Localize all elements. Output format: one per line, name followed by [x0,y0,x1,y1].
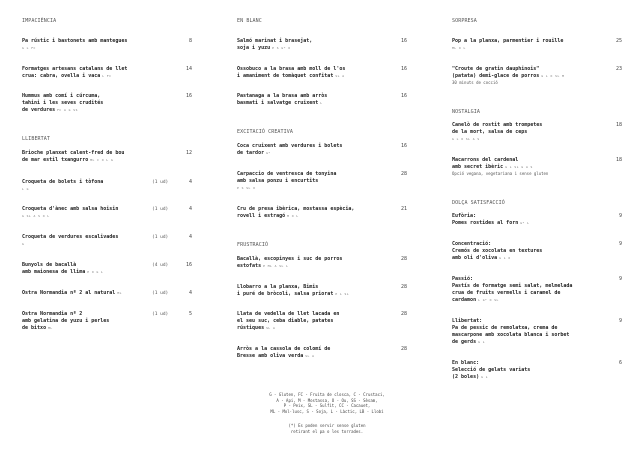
section-impaciencia: IMPACIÈNCIA [22,18,57,24]
item-title: Pastanaga a la brasa amb arròs basmati i salvatge cruixent [237,93,328,106]
item-title: Passió: Pastís de formatge semi salat, melmelada crua de fruits vermells i caramel de cardamon [452,276,573,303]
price: 28 [400,256,407,262]
section-sorpresa: SORPRESA [452,18,477,24]
menu-item [237,206,407,220]
item-title: Bacallà, escopinyes i suc de porros estofats [237,256,343,269]
item-title: Ostra Normandia nº 2 al natural [22,290,116,296]
menu-item [237,38,407,52]
allergens: SL A [305,354,315,358]
section-dolca-satisfaccio: DOLÇA SATISFACCIÓ [452,200,505,206]
allergens: G L FC [22,46,36,50]
allergens: G SL A S O L [22,214,50,218]
item-note: 30 minuts de cocció [452,80,498,85]
price: 23 [615,66,622,72]
price: 8 [188,38,192,44]
price: 9 [618,318,622,324]
menu-item [452,157,622,177]
item-title: Salmó marinat i brasejat, soja i yuzu [237,38,313,51]
menu-item [22,206,192,219]
allergens: G L SL G A S [505,165,533,169]
allergens: G L O [499,256,511,260]
menu-item [22,179,192,192]
item-note: Opció vegana, vegetariana i sense gluten [452,171,549,176]
price: 4 [188,290,192,296]
menu-item [452,122,622,142]
allergens: G* L [520,221,530,225]
item-title: Bunyols de bacallà amb maionesa de llima [22,262,86,275]
price: 9 [618,213,622,219]
menu-item [237,93,407,107]
menu-item [452,360,622,381]
item-title: Croqueta de verdures escalivades [22,234,119,240]
price: 18 [615,157,622,163]
price: 16 [400,143,407,149]
section-llibertat: LLIBERTAT [22,136,50,142]
item-title: Cru de presa ibèrica, mostassa espècia, rovell i estragó [237,206,355,219]
menu-item [237,66,407,80]
menu-item [237,346,407,360]
item-title: Pa rústic i bastonets amb mantegues [22,38,128,44]
item-title: Croqueta d'ànec amb salsa hoisin [22,206,119,212]
item-title: Eufòria: Pomes rostides al forn [452,213,519,226]
allergens: G L [481,375,489,379]
menu-item [452,213,622,227]
price: 14 [185,66,192,72]
item-title: Llobarro a la planxa, Bimis i puré de bròcoli, salsa priorat [237,284,334,297]
item-title: Llibertat: Pa de pessic de remolatxa, crema de mascarpone amb xocolata blanca i sorbet de gerds [452,318,570,345]
menu-item [237,256,407,270]
price: 9 [618,276,622,282]
allergens: ML O L [452,46,466,50]
price: 16 [400,93,407,99]
item-title: "Croute de gratin dauphinois" (patata) demi-glace de porros [452,66,540,79]
price: 16 [400,66,407,72]
menu-item [22,38,192,51]
allergens: ML [48,326,53,330]
allergens: G L O SL M [541,74,565,78]
price: 6 [618,360,622,366]
item-title: Carpaccio de ventresca de tonyina amb salsa ponzu i encurtits [237,171,337,184]
section-excitacio-creativa: EXCITACIÓ CREATIVA [237,129,293,135]
item-title: Ostra Normandia nº 2 amb gelatina de yuzu i perles de bitxo [22,311,110,331]
menu-item [452,276,622,304]
allergens: G [22,242,25,246]
quantity: (1 ud) [152,235,169,240]
allergen-legend: G - Gluten, FC - Fruita de closca, C - Crustaci, A - Api, M - Mostassa, O - Ou, SS - Sèsam, P - Peix, SL - Sulfit, CC - Cacauet, ML - Mol·lusc, S - Soja, L - Làctic, LB - Llobí [269,392,385,414]
menu-item [452,318,622,346]
price: 4 [188,179,192,185]
price: 28 [400,171,407,177]
menu-item [237,171,407,191]
quantity: (1 ud) [152,312,169,317]
quantity: (1 ud) [152,207,169,212]
menu-item [237,143,407,157]
allergens: L G [22,187,29,191]
menu-item [22,290,192,297]
menu-item [237,284,407,298]
item-title: En blanc: Selecció de gelats variats (2 boles) [452,360,531,380]
item-title: Croqueta de bolets i tòfona [22,179,104,185]
price: 12 [185,150,192,156]
price: 28 [400,346,407,352]
quantity: (1 ud) [152,291,169,296]
allergens: P O G L [87,270,104,274]
item-title: Coca cruixent amb verdures i bolets de tardor [237,143,343,156]
menu-item [452,241,622,262]
allergens: L [320,101,323,105]
allergens: ML [117,291,122,295]
price: 28 [400,311,407,317]
section-nostalgia: NOSTALGIA [452,109,480,115]
allergens: G L [478,340,486,344]
price: 5 [188,311,192,317]
section-frustracio: FRUSTRACIÓ [237,242,269,248]
gluten-footnote: (*) Es poden servir sense gluten retirant el pa o les torrades. [288,423,366,434]
price: 16 [185,93,192,99]
allergens: P ML A SL L [263,264,289,268]
menu-item [22,150,192,164]
price: 4 [188,234,192,240]
item-title: Ossobuco a la brasa amb moll de l'os i amaniment de tomàquet confitat [237,66,346,79]
item-title: Concentració: Cremós de xocolata en textures amb oli d'oliva [452,241,543,261]
item-title: Llata de vedella de llet lacada en el seu suc, ceba diable, patates rústiques [237,311,340,331]
allergens: G L O SL A S [452,137,480,141]
allergens: L FC [102,74,112,78]
allergens: L G* O SL [478,298,499,302]
price: 16 [400,38,407,44]
item-title: Pop a la planxa, parmentier i rouille [452,38,564,44]
allergens: ML C O L G [90,158,114,162]
menu-item [22,234,192,247]
allergens: FC A G SS [57,108,78,112]
item-title: Formatges artesans catalans de llet crua: cabra, ovella i vaca [22,66,128,79]
menu-item [22,93,192,114]
allergens: P L SL [335,292,350,296]
price: 21 [400,206,407,212]
allergens: G* [266,151,271,155]
allergens: P S SL O [237,186,256,190]
price: 16 [185,262,192,268]
allergens: M O L [287,214,299,218]
menu-item [22,262,192,276]
menu-item [452,66,622,86]
menu-item [22,311,192,332]
allergens: P S G* O [272,46,291,50]
allergens: SL A [266,326,276,330]
price: 25 [615,38,622,44]
item-title: Brioche planxat calent-fred de bou de mar estil txangurro [22,150,125,163]
quantity: (4 ud) [152,263,169,268]
item-title: Arròs a la cassola de colomí de Bresse amb oliva verda [237,346,331,359]
section-en-blanc: EN BLANC [237,18,262,24]
item-title: Canelò de rostit amb trompetes de la mort, salsa de ceps [452,122,543,135]
menu-item [22,66,192,80]
quantity: (1 ud) [152,180,169,185]
price: 9 [618,241,622,247]
allergens: SL A [335,74,345,78]
price: 28 [400,284,407,290]
menu-item [237,311,407,332]
price: 4 [188,206,192,212]
item-title: Hummus amb comí i cúrcuma, tahini i les seves crudités de verdures [22,93,104,113]
price: 18 [615,122,622,128]
menu-item [452,38,622,51]
item-title: Macarrons del cardenal amb secret ibèric [452,157,519,170]
